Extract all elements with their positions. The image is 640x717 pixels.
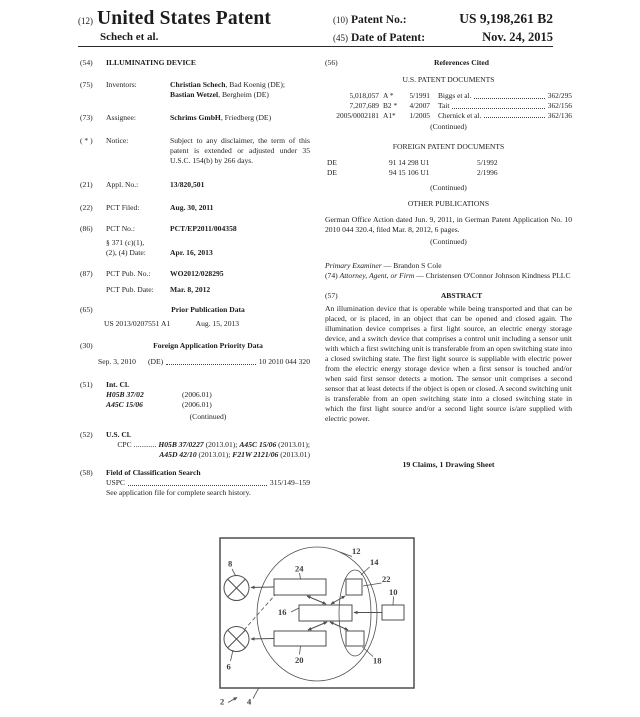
section-assignee bbox=[80, 113, 310, 123]
doc-date: 2/1996 bbox=[477, 168, 498, 178]
prior-pub-line bbox=[104, 319, 310, 329]
section-pct-no bbox=[80, 224, 310, 258]
arrow-20-to-6 bbox=[251, 639, 274, 640]
section-int-cl bbox=[80, 380, 310, 428]
int-cl-code-2: A45C 15/06 bbox=[106, 400, 143, 410]
block-20 bbox=[274, 631, 326, 646]
us-doc-row bbox=[325, 111, 572, 121]
assignee-label: Assignee: bbox=[106, 113, 136, 123]
doc-number: 2005/0002181 bbox=[336, 110, 379, 120]
notice-text: Subject to any disclaimer, the term of this patent is extended or adjusted under 35 U.S.C. 154(b) by 266 days. bbox=[170, 136, 310, 166]
cpc-dots: ............ bbox=[133, 440, 157, 450]
dotted-leader bbox=[128, 478, 267, 486]
inventor-1-name: Christian Schech bbox=[170, 80, 226, 90]
tag-86: (86) bbox=[80, 224, 93, 234]
cpc-rest-4: (2013.01) bbox=[278, 450, 310, 460]
int-cl-continued: (Continued) bbox=[189, 412, 227, 422]
section-pct-pub bbox=[80, 269, 310, 295]
label-line-10 bbox=[393, 597, 394, 606]
block-10 bbox=[382, 605, 404, 620]
label-arrow-2 bbox=[228, 698, 237, 703]
inventors-value bbox=[170, 80, 310, 100]
doc-kind: B2 * bbox=[383, 100, 398, 110]
doc-country: DE bbox=[327, 168, 337, 178]
date-of-patent: Nov. 24, 2015 bbox=[482, 30, 553, 44]
header-divider bbox=[78, 46, 553, 47]
dashed-link-6-24 bbox=[244, 595, 275, 630]
ref-label-6: 6 bbox=[226, 661, 231, 672]
inventor-2-rest: , Bergheim (DE) bbox=[218, 90, 269, 100]
arrow-22-16 bbox=[331, 596, 345, 604]
inventor-2-name: Bastian Wetzel bbox=[170, 90, 219, 100]
arrow-24-to-8 bbox=[251, 587, 274, 588]
cpc-code-1: H05B 37/0227 bbox=[158, 440, 204, 450]
doc-number: 7,207,689 bbox=[349, 100, 379, 110]
sec371-line2: (2), (4) Date: bbox=[106, 248, 146, 258]
abstract-text: An illumination device that is operable while being transported and that can be placed, or is placed, in an object that can be opened and closed again. The illumination device comprises a first light source, an electric energy storage device, and a switch device that comprises a control unit including a sensor unit with which a first switching unit is transferable from an open switching state into a closed switching state. The first light source is suppliable with electric power from the electric energy storage device when a first sensor is touched and/or when said first sensor detects a motion. The sensor unit comprises a second sensor that at least detects if the object is open or closed. A second switching unit is transferable from an open switching state into a closed switching state in which the first light source and/or a second light source is/are supplied with electric power. bbox=[325, 304, 572, 424]
section-appl-no bbox=[80, 180, 310, 190]
cpc-label: CPC bbox=[117, 440, 132, 450]
inventors-label: Inventors: bbox=[106, 80, 137, 90]
cpc-paragraph bbox=[106, 440, 310, 460]
section-title bbox=[80, 58, 310, 68]
prior-pub-heading: Prior Publication Data bbox=[171, 305, 245, 315]
int-cl-ver-2: (2006.01) bbox=[182, 400, 212, 410]
tag-56: (56) bbox=[325, 58, 338, 67]
block-18 bbox=[346, 631, 364, 646]
doc-date: 5/1992 bbox=[477, 158, 498, 168]
section-field-search bbox=[80, 468, 310, 498]
sec371-line1: § 371 (c)(1), bbox=[106, 238, 145, 248]
label-line-8 bbox=[232, 569, 236, 576]
ref-label-4: 4 bbox=[247, 696, 252, 706]
arrow-24-16 bbox=[307, 596, 326, 604]
pct-pub-date-value: Mar. 8, 2012 bbox=[170, 285, 211, 295]
examiner-attorney-block bbox=[325, 261, 572, 281]
ref-label-10: 10 bbox=[389, 587, 398, 597]
pct-pub-date-label: PCT Pub. Date: bbox=[106, 285, 154, 295]
tag-22: (22) bbox=[80, 203, 93, 213]
tag-21: (21) bbox=[80, 180, 93, 190]
section-inventors bbox=[80, 80, 310, 100]
tag-30: (30) bbox=[80, 341, 93, 351]
ref-label-2: 2 bbox=[220, 696, 225, 706]
other-pubs-heading: OTHER PUBLICATIONS bbox=[407, 198, 490, 208]
ref-label-22: 22 bbox=[382, 574, 391, 584]
date-of-patent-label: Date of Patent: bbox=[351, 32, 426, 44]
ref-label-20: 20 bbox=[295, 655, 304, 665]
assignee-value bbox=[170, 113, 310, 123]
pct-pub-no-value: WO2012/028295 bbox=[170, 269, 224, 279]
patent-drawing bbox=[214, 533, 425, 706]
foreign-doc-row bbox=[325, 158, 572, 168]
doc-number: 91 14 298 U1 bbox=[389, 158, 430, 168]
foreign-priority-heading: Foreign Application Priority Data bbox=[153, 341, 263, 351]
tag-73: (73) bbox=[80, 113, 93, 123]
block-16 bbox=[299, 605, 352, 621]
page-title: United States Patent bbox=[97, 8, 272, 29]
label-line-24 bbox=[300, 573, 301, 579]
dotted-leader bbox=[474, 91, 544, 99]
us-docs-continued: (Continued) bbox=[430, 122, 467, 132]
foreign-docs-heading: FOREIGN PATENT DOCUMENTS bbox=[392, 142, 505, 152]
priority-country: (DE) bbox=[147, 357, 164, 367]
ref-label-8: 8 bbox=[228, 558, 233, 569]
tag-45: (45) bbox=[333, 33, 348, 43]
tag-51: (51) bbox=[80, 380, 93, 390]
us-doc-row bbox=[325, 101, 572, 111]
label-line-12 bbox=[340, 552, 352, 557]
doc-date: 4/2007 bbox=[409, 100, 430, 110]
doc-class: 362/156 bbox=[547, 100, 572, 110]
device-ellipse bbox=[257, 547, 377, 681]
tag-65: (65) bbox=[80, 305, 93, 315]
priority-number: 10 2010 044 320 bbox=[258, 357, 310, 367]
ref-label-16: 16 bbox=[278, 607, 287, 617]
pct-filed-label: PCT Filed: bbox=[106, 203, 140, 213]
tag-74: (74) bbox=[325, 270, 338, 280]
label-line-16 bbox=[291, 608, 299, 612]
kind-code-tag: (12) bbox=[78, 16, 93, 26]
section-abstract bbox=[325, 291, 572, 301]
tag-10: (10) bbox=[333, 15, 348, 25]
block-22 bbox=[346, 579, 362, 595]
ref-label-12: 12 bbox=[352, 546, 361, 556]
pct-no-label: PCT No.: bbox=[106, 224, 135, 234]
us-cl-heading: U.S. Cl. bbox=[106, 430, 131, 440]
arrow-16-18 bbox=[330, 622, 348, 630]
dotted-leader bbox=[166, 357, 256, 365]
tag-star: ( * ) bbox=[80, 136, 93, 146]
arrow-16-20 bbox=[308, 622, 327, 630]
dotted-leader bbox=[484, 111, 544, 119]
patent-header-left bbox=[78, 8, 271, 30]
dotted-leader bbox=[452, 101, 544, 109]
cpc-rest-3: (2013.01); bbox=[196, 450, 233, 460]
tag-57: (57) bbox=[325, 291, 338, 300]
tag-58: (58) bbox=[80, 468, 93, 478]
label-line-6 bbox=[231, 650, 234, 661]
doc-name: Tait bbox=[438, 100, 450, 110]
primary-examiner-label: Primary Examiner bbox=[325, 260, 382, 270]
section-us-cl bbox=[80, 430, 310, 460]
pct-no-value: PCT/EP2011/004358 bbox=[170, 224, 237, 234]
ref-label-24: 24 bbox=[295, 563, 304, 574]
us-docs-heading: U.S. PATENT DOCUMENTS bbox=[402, 75, 495, 85]
patent-number: US 9,198,261 B2 bbox=[459, 11, 553, 26]
field-search-heading: Field of Classification Search bbox=[106, 468, 201, 478]
references-heading: References Cited bbox=[434, 58, 489, 67]
cpc-code-2: A45C 15/06 bbox=[239, 440, 277, 450]
priority-date: Sep. 3, 2010 bbox=[98, 357, 136, 367]
cpc-rest-1: (2013.01); bbox=[203, 440, 240, 450]
prior-pub-date: Aug. 15, 2013 bbox=[195, 319, 240, 329]
primary-examiner-name: — Brandon S Cole bbox=[381, 260, 442, 270]
attorney-label: Attorney, Agent, or Firm bbox=[339, 270, 415, 280]
int-cl-code-1: H05B 37/02 bbox=[106, 390, 144, 400]
patent-date-row bbox=[333, 30, 553, 45]
doc-number: 5,018,057 bbox=[349, 91, 379, 101]
label-line-4 bbox=[253, 689, 259, 699]
ref-label-18: 18 bbox=[373, 655, 382, 666]
doc-country: DE bbox=[327, 158, 337, 168]
section-pct-filed bbox=[80, 203, 310, 213]
foreign-doc-row bbox=[325, 168, 572, 178]
patent-header-right bbox=[333, 11, 553, 48]
abstract-heading: ABSTRACT bbox=[440, 291, 483, 300]
ref-label-14: 14 bbox=[370, 557, 379, 567]
figure-box bbox=[220, 538, 414, 688]
section-prior-pub bbox=[80, 305, 310, 315]
tag-75: (75) bbox=[80, 80, 93, 90]
doc-number: 94 15 106 U1 bbox=[389, 168, 430, 178]
invention-title: ILLUMINATING DEVICE bbox=[106, 58, 196, 67]
section-references bbox=[325, 58, 572, 68]
right-column bbox=[325, 58, 572, 470]
patent-number-row bbox=[333, 11, 553, 27]
foreign-docs-continued: (Continued) bbox=[430, 182, 467, 192]
attorney-line bbox=[325, 271, 572, 281]
inventor-1-rest: , Bad Koenig (DE); bbox=[225, 80, 285, 90]
primary-examiner-line bbox=[325, 261, 572, 271]
int-cl-heading: Int. Cl. bbox=[106, 380, 129, 390]
other-pubs-continued: (Continued) bbox=[430, 236, 467, 246]
assignee-rest: , Friedberg (DE) bbox=[220, 113, 272, 123]
section-foreign-priority bbox=[80, 341, 310, 351]
doc-date: 1/2005 bbox=[409, 110, 430, 120]
section-notice bbox=[80, 136, 310, 166]
assignee-name: Schrims GmbH bbox=[170, 113, 221, 123]
appl-no-label: Appl. No.: bbox=[106, 180, 139, 190]
label-line-20 bbox=[300, 646, 301, 655]
doc-class: 362/136 bbox=[547, 110, 572, 120]
pct-pub-no-label: PCT Pub. No.: bbox=[106, 269, 151, 279]
int-cl-ver-1: (2006.01) bbox=[182, 390, 212, 400]
doc-kind: A1* bbox=[383, 110, 396, 120]
notice-label: Notice: bbox=[106, 136, 129, 146]
doc-name: Biggs et al. bbox=[438, 91, 472, 101]
pct-filed-value: Aug. 30, 2011 bbox=[170, 203, 214, 213]
uspc-label: USPC bbox=[106, 478, 125, 488]
foreign-priority-line bbox=[98, 357, 310, 367]
patent-no-label: Patent No.: bbox=[351, 14, 407, 26]
tag-87: (87) bbox=[80, 269, 93, 279]
tag-52: (52) bbox=[80, 430, 93, 440]
left-column bbox=[80, 58, 310, 509]
attorney-name: — Christensen O'Connor Johnson Kindness PLLC bbox=[414, 270, 571, 280]
other-pubs-text: German Office Action dated Jun. 9, 2011, in German Patent Application No. 10 2010 044 320.4, filed Mar. 8, 2012, 6 pages. bbox=[325, 214, 572, 234]
doc-kind: A * bbox=[383, 91, 394, 101]
doc-date: 5/1991 bbox=[409, 91, 430, 101]
label-line-22 bbox=[363, 583, 382, 586]
inventor-short-name: Schech et al. bbox=[100, 31, 159, 43]
uspc-value: 315/149–159 bbox=[269, 478, 310, 488]
appl-no-value: 13/820,501 bbox=[170, 180, 205, 190]
cpc-code-3: A45D 42/10 bbox=[159, 450, 197, 460]
tag-54: (54) bbox=[80, 58, 93, 67]
cpc-rest-2: (2013.01); bbox=[276, 440, 310, 450]
cpc-code-4: F21W 2121/06 bbox=[232, 450, 279, 460]
block-24 bbox=[274, 579, 326, 595]
prior-pub-number: US 2013/0207551 A1 bbox=[104, 319, 171, 329]
doc-name: Chernick et al. bbox=[438, 110, 482, 120]
us-doc-row bbox=[325, 91, 572, 101]
field-search-note: See application file for complete search history. bbox=[106, 488, 251, 498]
sec371-date: Apr. 16, 2013 bbox=[170, 248, 213, 258]
claims-line: 19 Claims, 1 Drawing Sheet bbox=[402, 460, 495, 470]
doc-class: 362/295 bbox=[547, 91, 572, 101]
